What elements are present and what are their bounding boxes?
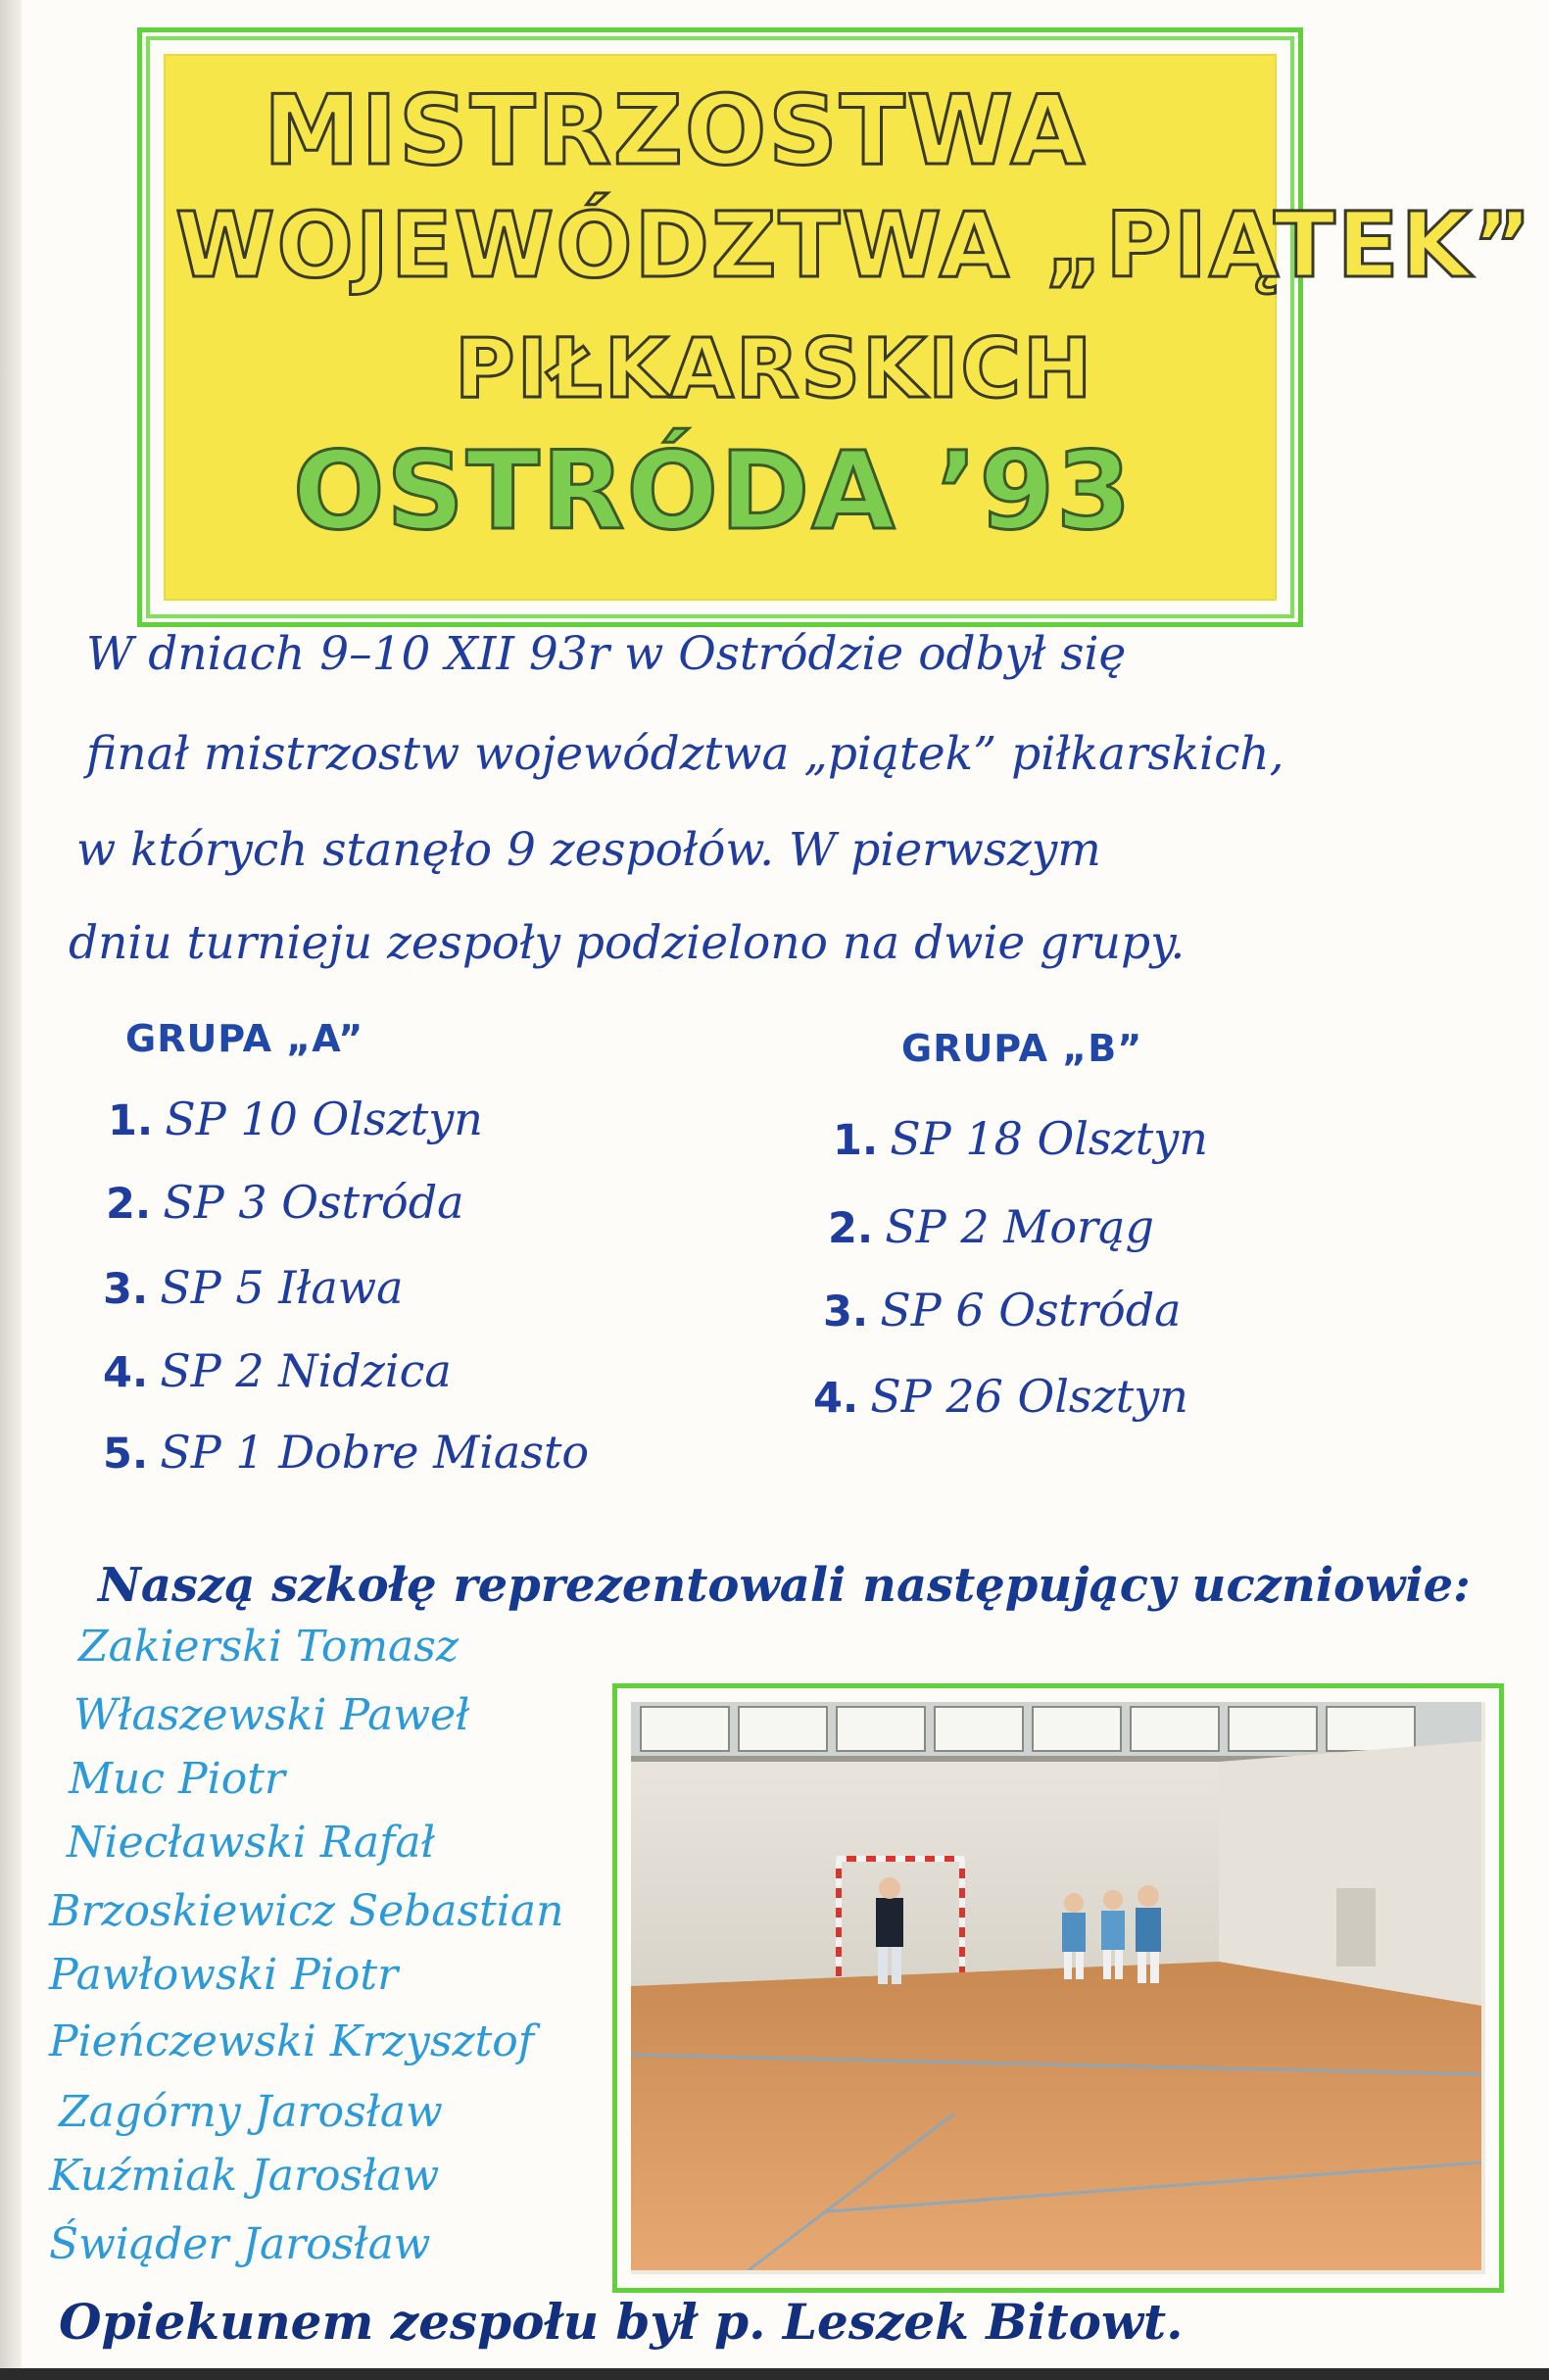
team-name: SP 2 Morąg bbox=[885, 1200, 1154, 1253]
team-name: SP 5 Iława bbox=[160, 1261, 404, 1314]
team-number: 2. bbox=[828, 1204, 874, 1253]
team-name: SP 1 Dobre Miasto bbox=[160, 1426, 590, 1479]
team-number: 5. bbox=[103, 1430, 149, 1479]
page-bottom-edge bbox=[0, 2368, 1549, 2380]
student-name: Brzoskiewicz Sebastian bbox=[49, 1886, 564, 1936]
student-name: Świąder Jarosław bbox=[49, 2219, 431, 2269]
team-number: 3. bbox=[823, 1287, 869, 1336]
representatives-heading: Naszą szkołę reprezentowali następujący uczniowie: bbox=[98, 1558, 1471, 1613]
team-number: 2. bbox=[106, 1180, 152, 1229]
group-b-team bbox=[828, 1200, 1154, 1253]
title-line-3: PIŁKARSKICH bbox=[455, 320, 1094, 416]
group-b-title: GRUPA „B” bbox=[901, 1027, 1143, 1070]
team-name: SP 18 Olsztyn bbox=[890, 1112, 1208, 1165]
intro-line-4: dniu turnieju zespoły podzielono na dwie grupy. bbox=[69, 916, 1186, 970]
team-number: 4. bbox=[103, 1348, 149, 1397]
student-name: Zakierski Tomasz bbox=[78, 1622, 460, 1672]
student-name: Pieńczewski Krzysztof bbox=[49, 2016, 535, 2066]
student-name: Zagórny Jarosław bbox=[59, 2087, 443, 2137]
group-b-team bbox=[813, 1370, 1188, 1423]
team-name: SP 2 Nidzica bbox=[160, 1344, 452, 1397]
team-number: 4. bbox=[813, 1374, 859, 1423]
intro-line-3: w których stanęło 9 zespołów. W pierwszym bbox=[76, 823, 1101, 877]
team-name: SP 3 Ostróda bbox=[163, 1176, 464, 1229]
group-a-title: GRUPA „A” bbox=[125, 1017, 364, 1060]
student-name: Niecławski Rafał bbox=[67, 1818, 435, 1868]
title-card bbox=[137, 27, 1534, 627]
group-b-team bbox=[833, 1112, 1208, 1165]
student-name: Pawłowski Piotr bbox=[49, 1950, 399, 2000]
team-name: SP 10 Olsztyn bbox=[165, 1093, 483, 1145]
group-a-team bbox=[103, 1426, 589, 1479]
team-name: SP 6 Ostróda bbox=[880, 1284, 1182, 1336]
group-a-team bbox=[103, 1344, 452, 1397]
team-number: 3. bbox=[103, 1265, 149, 1314]
title-line-1: MISTRZOSTWA bbox=[264, 75, 1088, 187]
title-line-4: OSTRÓDA ’93 bbox=[293, 428, 1134, 554]
group-b-team bbox=[823, 1284, 1182, 1336]
intro-line-2: finał mistrzostw województwa „piątek” piłkarskich, bbox=[86, 727, 1284, 781]
title-line-2: WOJEWÓDZTWA „PIĄTEK” bbox=[175, 193, 1534, 298]
student-name: Kuźmiak Jarosław bbox=[49, 2151, 440, 2201]
photo-frame bbox=[612, 1683, 1504, 2293]
student-name: Właszewski Paweł bbox=[73, 1690, 470, 1740]
group-a-team bbox=[103, 1261, 404, 1314]
group-a-team bbox=[108, 1093, 483, 1145]
title-card-inner bbox=[164, 54, 1534, 601]
team-number: 1. bbox=[833, 1116, 879, 1165]
gym-photo bbox=[631, 1702, 1485, 2274]
intro-line-1: W dniach 9–10 XII 93r w Ostródzie odbył się bbox=[86, 627, 1127, 681]
page-spine bbox=[0, 0, 22, 2380]
team-number: 1. bbox=[108, 1096, 154, 1145]
gym-photo-illustration bbox=[631, 1702, 1481, 2270]
student-name: Muc Piotr bbox=[69, 1754, 285, 1804]
group-a-team bbox=[106, 1176, 464, 1229]
footer-caretaker: Opiekunem zespołu był p. Leszek Bitowt. bbox=[59, 2293, 1184, 2351]
team-name: SP 26 Olsztyn bbox=[870, 1370, 1188, 1423]
